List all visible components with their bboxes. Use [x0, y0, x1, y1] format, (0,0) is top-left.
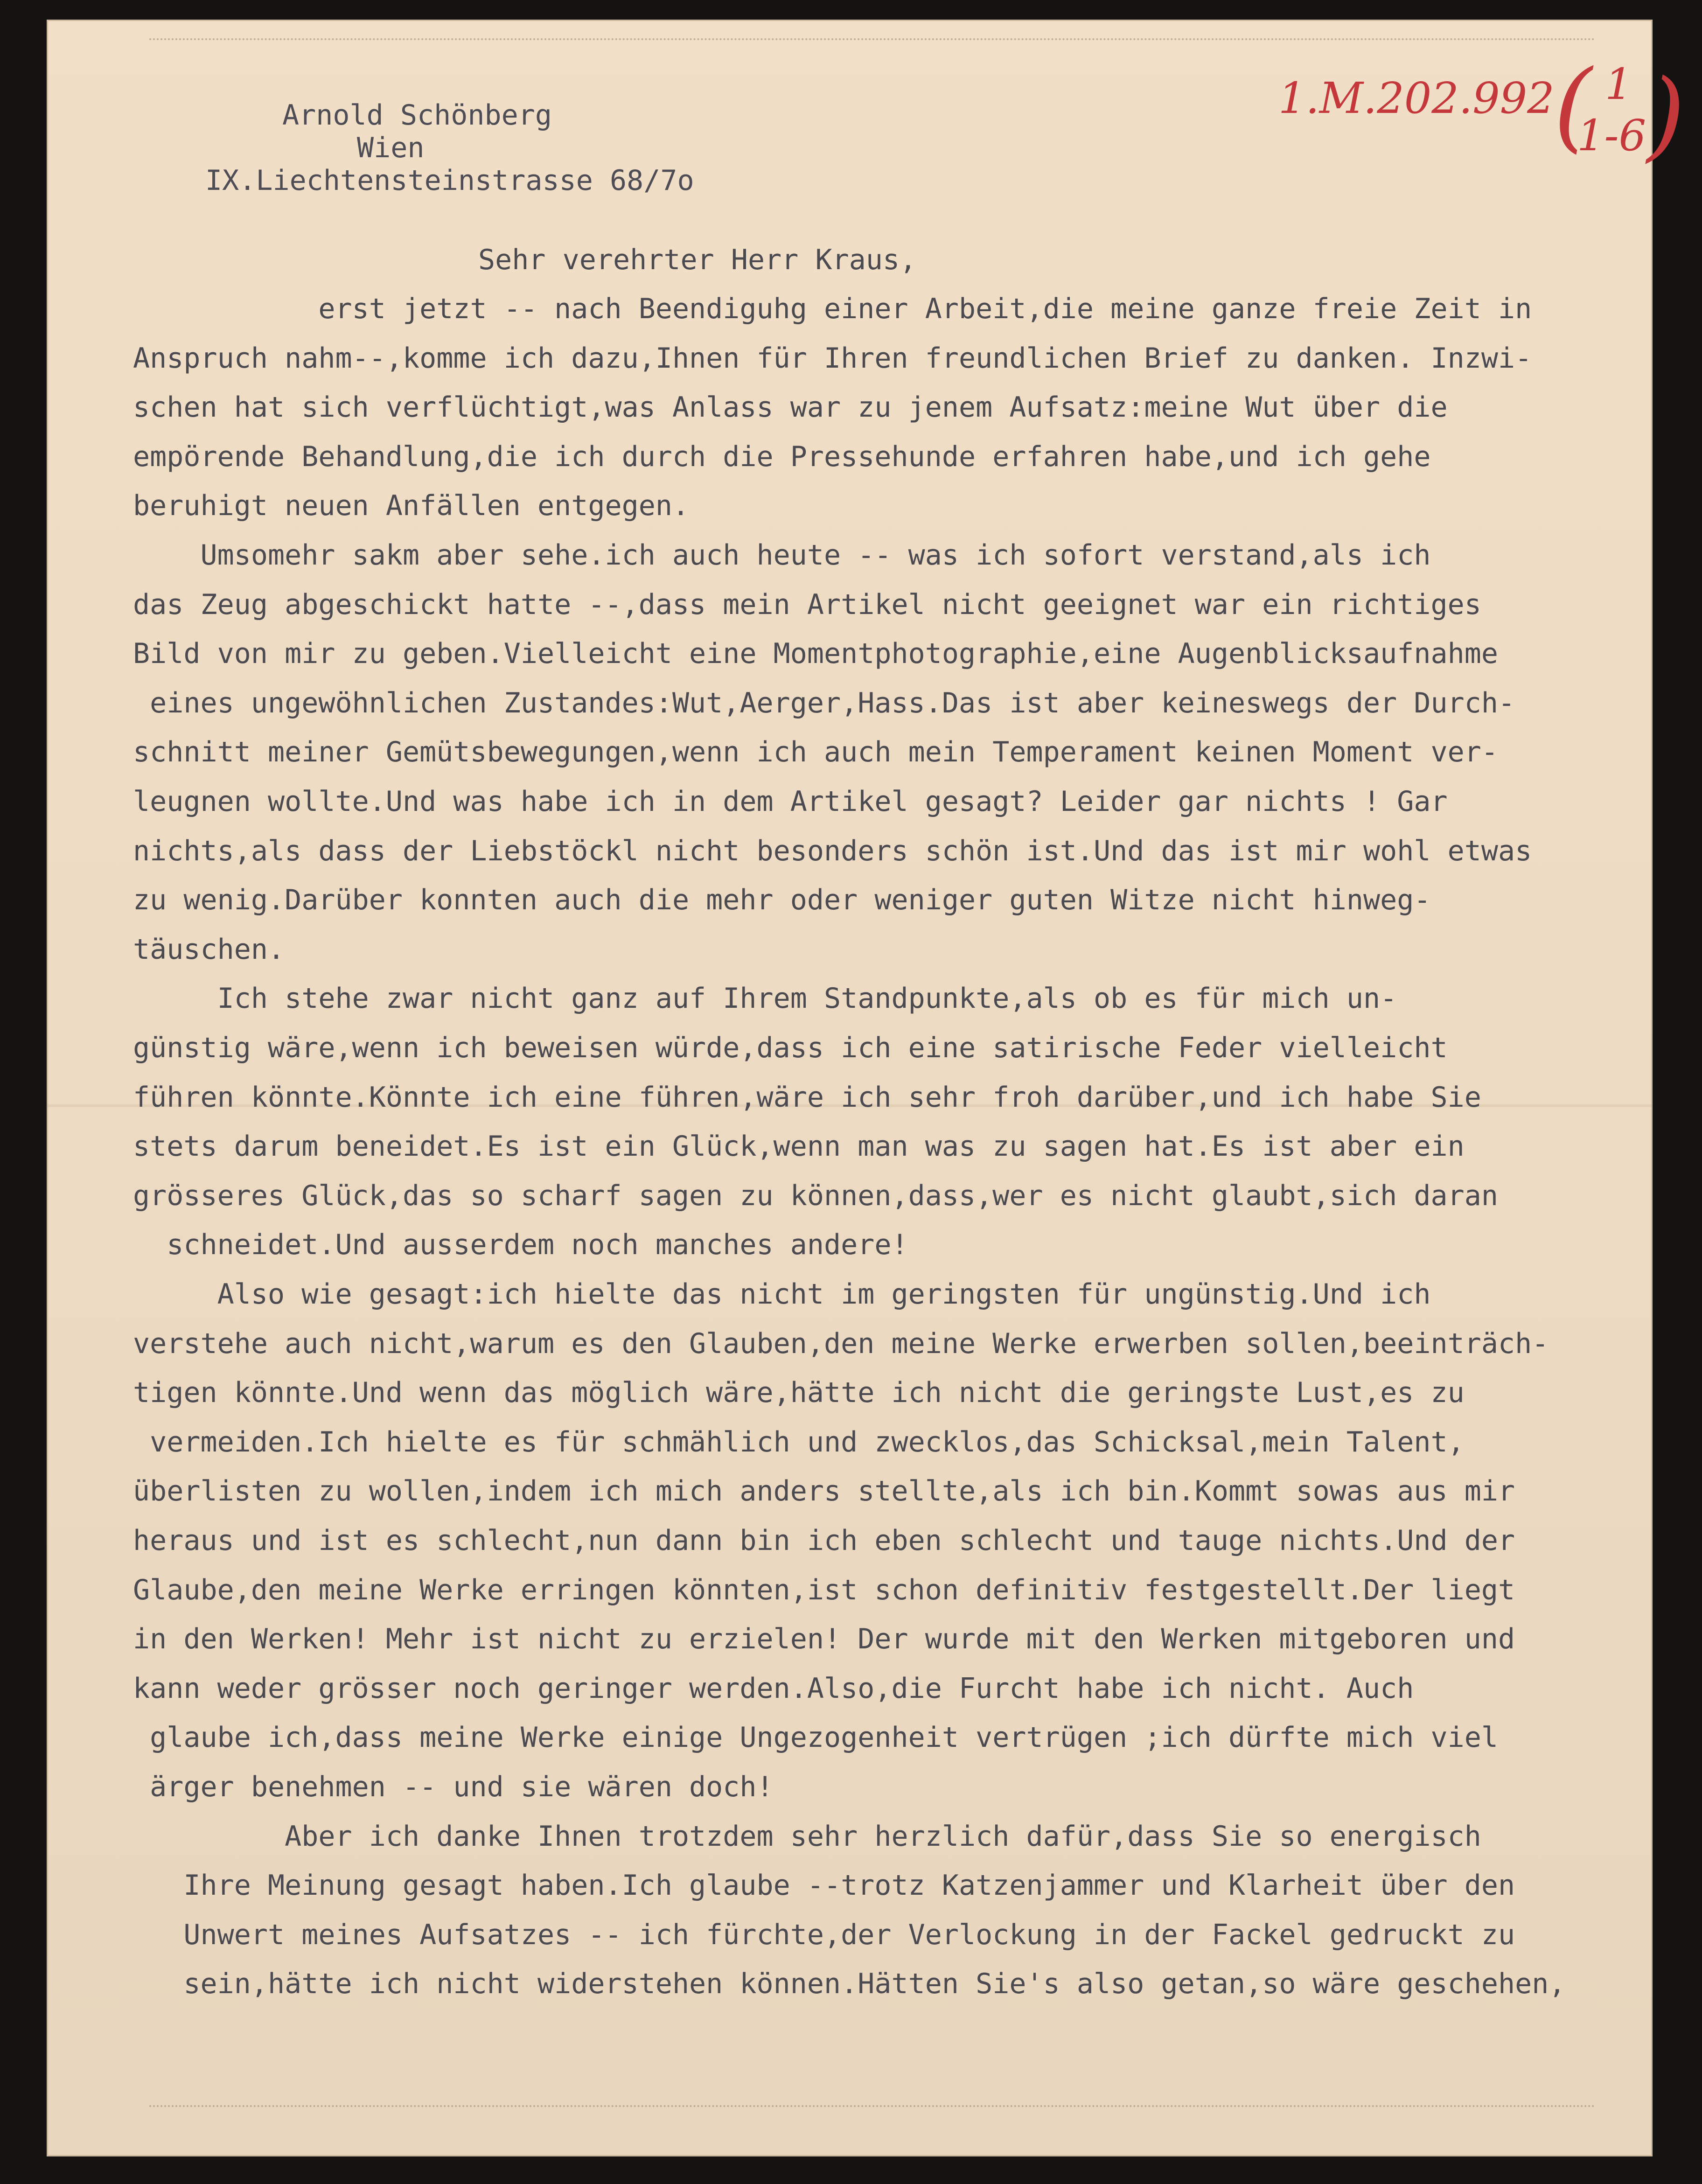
body-line: günstig wäre,wenn ich beweisen würde,dass ich eine satirische Feder vielleicht	[133, 1032, 1448, 1064]
archive-number: 1.M.202.992	[1278, 73, 1555, 123]
body-line: verstehe auch nicht,warum es den Glauben,den meine Werke erwerben sollen,beeinträch-	[133, 1327, 1549, 1360]
body-line: Bild von mir zu geben.Vielleicht eine Momentphotographie,eine Augenblicksaufnahme	[133, 637, 1498, 670]
body-line: sein,hätte ich nicht widerstehen können.Hätten Sie's also getan,so wäre geschehen,	[133, 1968, 1566, 2000]
body-line: Glaube,den meine Werke erringen könnten,ist schon definitiv festgestellt.Der liegt	[133, 1574, 1515, 1606]
archive-folio: 1	[1605, 59, 1632, 109]
body-line: in den Werken! Mehr ist nicht zu erzielen! Der wurde mit den Werken mitgeboren und	[133, 1623, 1515, 1655]
body-line: schnitt meiner Gemütsbewegungen,wenn ich auch mein Temperament keinen Moment ver-	[133, 736, 1498, 768]
body-line: Ich stehe zwar nicht ganz auf Ihrem Standpunkte,als ob es für mich un-	[133, 982, 1397, 1015]
body-line: Unwert meines Aufsatzes -- ich fürchte,der Verlockung in der Fackel gedruckt zu	[133, 1919, 1515, 1951]
body-line: tigen könnte.Und wenn das möglich wäre,hätte ich nicht die geringste Lust,es zu	[133, 1376, 1465, 1409]
salutation: Sehr verehrter Herr Kraus,	[478, 244, 917, 276]
body-line: glaube ich,dass meine Werke einige Ungezogenheit vertrügen ;ich dürfte mich viel	[133, 1721, 1498, 1754]
body-line: eines ungewöhnlichen Zustandes:Wut,Aerger,Hass.Das ist aber keineswegs der Durch-	[133, 687, 1515, 719]
body-line: täuschen.	[133, 933, 285, 966]
archive-folio-group	[1554, 49, 1685, 172]
body-line: empörende Behandlung,die ich durch die Pressehunde erfahren habe,und ich gehe	[133, 440, 1431, 473]
archive-range: 1-6	[1577, 111, 1646, 160]
letter-page	[47, 20, 1685, 2156]
close-paren-glyph: )	[1647, 58, 1685, 172]
body-line: schneidet.Und ausserdem noch manches andere!	[133, 1228, 908, 1261]
body-line: überlisten zu wollen,indem ich mich anders stellte,als ich bin.Kommt sowas aus mir	[133, 1475, 1515, 1507]
body-line: stets darum beneidet.Es ist ein Glück,wenn man was zu sagen hat.Es ist aber ein	[133, 1130, 1465, 1163]
body-line: Anspruch nahm--,komme ich dazu,Ihnen für Ihren freundlichen Brief zu danken. Inzwi-	[133, 342, 1532, 375]
body-line: vermeiden.Ich hielte es für schmählich und zwecklos,das Schicksal,mein Talent,	[133, 1426, 1465, 1458]
sender-city: Wien	[357, 132, 425, 164]
perforation-top	[149, 38, 1596, 41]
body-line: Ihre Meinung gesagt haben.Ich glaube --trotz Katzenjammer und Klarheit über den	[133, 1869, 1515, 1902]
body-line: zu wenig.Darüber konnten auch die mehr oder weniger guten Witze nicht hinweg-	[133, 884, 1431, 916]
perforation-bottom	[149, 2105, 1596, 2108]
body-line: nichts,als dass der Liebstöckl nicht besonders schön ist.Und das ist mir wohl etwas	[133, 835, 1532, 867]
body-line: Umsomehr sakm aber sehe.ich auch heute -- was ich sofort verstand,als ich	[133, 539, 1431, 572]
body-line: Aber ich danke Ihnen trotzdem sehr herzlich dafür,dass Sie so energisch	[133, 1820, 1481, 1853]
sender-address: IX.Liechtensteinstrasse 68/7o	[205, 164, 694, 197]
body-line: leugnen wollte.Und was habe ich in dem Artikel gesagt? Leider gar nichts ! Gar	[133, 785, 1448, 818]
body-line: grösseres Glück,das so scharf sagen zu können,dass,wer es nicht glaubt,sich daran	[133, 1179, 1498, 1212]
body-line: führen könnte.Könnte ich eine führen,wäre ich sehr froh darüber,und ich habe Sie	[133, 1081, 1481, 1114]
body-line: beruhigt neuen Anfällen entgegen.	[133, 489, 690, 522]
body-line: Also wie gesagt:ich hielte das nicht im geringsten für ungünstig.Und ich	[133, 1278, 1431, 1311]
body-line: ärger benehmen -- und sie wären doch!	[133, 1771, 774, 1803]
sender-name: Arnold Schönberg	[282, 99, 552, 132]
body-line: das Zeug abgeschickt hatte --,dass mein Artikel nicht geeignet war ein richtiges	[133, 588, 1481, 621]
open-paren-glyph: (	[1554, 49, 1592, 163]
body-line: kann weder grösser noch geringer werden.Also,die Furcht habe ich nicht. Auch	[133, 1672, 1414, 1705]
body-line: erst jetzt -- nach Beendiguhg einer Arbeit,die meine ganze freie Zeit in	[133, 293, 1532, 325]
archive-signature	[1278, 49, 1685, 176]
body-line: schen hat sich verflüchtigt,was Anlass war zu jenem Aufsatz:meine Wut über die	[133, 391, 1448, 424]
body-line: heraus und ist es schlecht,nun dann bin ich eben schlecht und tauge nichts.Und der	[133, 1524, 1515, 1557]
